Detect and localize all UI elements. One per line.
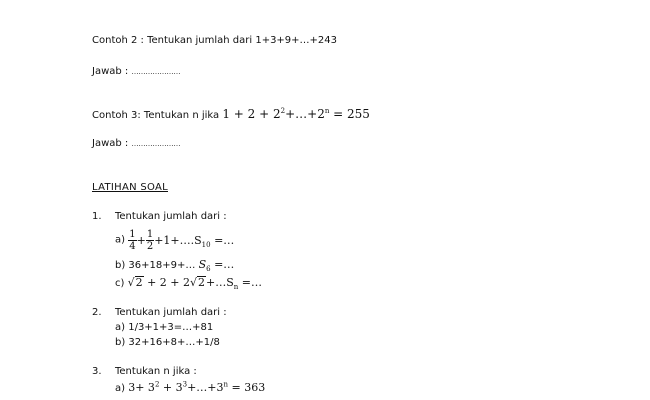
contoh-2-label: Contoh 2 : Tentukan jumlah dari: [92, 35, 256, 46]
contoh-2-answer: [92, 67, 180, 77]
question-1c: c) $√2 + 2 + 2√2+\dots S_n$ =…: [115, 276, 263, 292]
latihan-soal-heading: LATIHAN SOAL: [92, 182, 168, 193]
fraction-one-half: $\frac{1}{2}$: [146, 229, 154, 252]
question-2a: a) 1/3+1+3=…+81: [115, 322, 214, 333]
question-3a: a) $3+ 3^2$ + $3^3+\dots+3^n = 363$: [115, 380, 266, 394]
question-2-text: Tentukan jumlah dari :: [115, 307, 227, 318]
question-2-number: 2.: [92, 307, 102, 318]
contoh-3-line: [92, 108, 370, 121]
question-1b: b) 36+18+9+… $S_6$ =…: [115, 258, 235, 274]
contoh-3-label: Contoh 3: Tentukan n jika: [92, 110, 223, 121]
page-top-edge: [92, 0, 132, 4]
jawab-label: Jawab :: [92, 66, 132, 77]
question-3-text: Tentukan n jika :: [115, 366, 197, 377]
jawab-dots: …………………: [131, 140, 181, 148]
contoh-2-line: [92, 36, 337, 46]
question-2b: b) 32+16+8+…+1/8: [115, 337, 220, 348]
jawab-label: Jawab :: [92, 138, 132, 149]
contoh-3-expression: $1 + 2 + 2^2+\dots+2^n = 255$: [222, 107, 370, 121]
question-1a: a) $\frac{1}{4}$ + $\frac{1}{2}$ $+1+\dots.S_{10}$ =…: [115, 229, 235, 252]
contoh-3-answer: [92, 139, 180, 149]
question-3-number: 3.: [92, 366, 102, 377]
jawab-dots: …………………: [131, 68, 181, 76]
question-1-text: Tentukan jumlah dari :: [115, 211, 227, 222]
question-1-number: 1.: [92, 211, 102, 222]
contoh-2-expression: 1+3+9+…+243: [255, 35, 338, 46]
fraction-one-quarter: $\frac{1}{4}$: [129, 229, 136, 252]
